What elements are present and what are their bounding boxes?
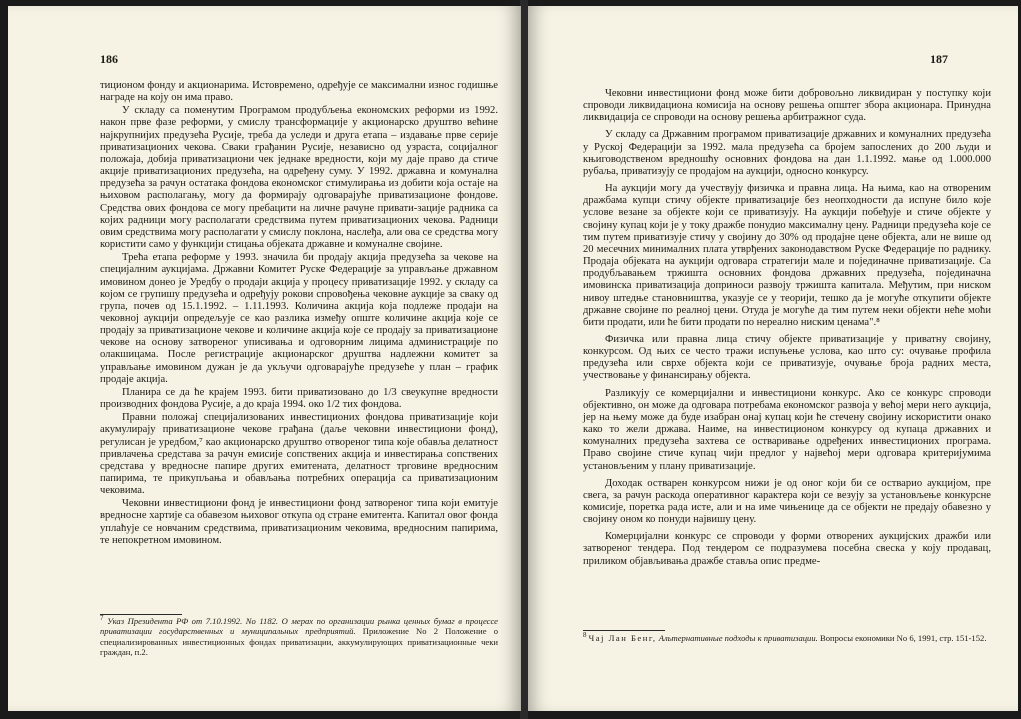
- paragraph: У складу са поменутим Програмом продубљења економских реформи из 1992. након прве фазе реформи, у смислу трансформације у акционарско друштво већине најкрупнијих предузећа Русије, треба да уследи и друга етапа – издавање прве серије приватизационих чекова. Сваки грађанин Русије, независно од узраста, социјалног положаја, добија приватизациони чек једнаке вредности, који му даје право да стиче акције приватизационих предузећа, на одређену суму. У 1992. државна и комунална предузећа за рачун остатака фондова економског стимулирања из добити која остаје на њиховом располагању, могу да формирају одговарајуће приватизационе фондове. Средства ових фондова се могу пребацити на личне рачуне привати-зацијe радника са којих радници могу располагати средствима путем приватизационих чекова. Радници овим средствима могу располагати у смислу поклона, наслеђа, али ова се средства могу користити само у функцији стицања објеката државне и комуналне својине.: [100, 105, 498, 251]
- footnote: [583, 633, 991, 643]
- footnote-rule: [100, 614, 182, 615]
- paragraph: Разликују се комерцијални и инвестициони конкурс. Ако се конкурс спроводи објективно, он може да одговара потребама економског развоја у већој мери него аукција, јер на њему може да буде изабран онај купац који ће стечену својину искористити онако како то жели држава. Наиме, на инвестиционом конкурсу од купаца државних и комуналних предузећа захтева се остваривање одређених инвестиционих програма. Право својине стиче купац чији предлог у највећој мери одговара критеријумима установљеним у плану приватизације.: [583, 387, 991, 472]
- left-page: [8, 6, 521, 711]
- footnote-rule: [583, 630, 665, 631]
- paragraph: Правни положај специјализованих инвестиционих фондова приватизације који акумулирају приватизационе чекове грађана (даље чековни инвестициони фонд), регулисан је уредбом,⁷ као акционарско друштво отвореног типа које обавља делатност привлачења средстава за рачун емисије сопствених акција и инвестирања сопствених средстава у вредносне папире других емитената, делатност трговине вредносним папирима, те прикупљања и обављања потребних операција са приватизационим чековима.: [100, 412, 498, 497]
- footnote-author: Чај Лан Бенг,: [588, 633, 657, 643]
- paragraph: Комерцијални конкурс се спроводи у форми отворених аукцијских дражби или затвореног тендера. Под тендером се подразумева посебна свеска у коју продавац, приликом објављивања дражбе ставља опис предме-: [583, 531, 991, 567]
- body-text: [100, 80, 498, 548]
- paragraph: Доходак остварен конкурсом нижи је од оног који би се остварио аукцијом, пре свега, за рачун раскода оперативног карактера који се везују за установљење конкурсне комисије, поретка рада исте, али и на име чињенице да се објекти не предају обавезно у својину оном ко понуди највишу цену.: [583, 477, 991, 526]
- footnote-marker: 7: [100, 614, 104, 623]
- footnote-marker: 8: [583, 631, 587, 640]
- paragraph: У складу са Државним програмом приватизације државних и комуналних предузећа у Руској Федерацији за 1992. мала предузећа са бројем запослених до 200 људи и књиговодственом вредношћу основних фондова на дан 1.1.1992. мање од 1.000.000 рубаља, приватизују се продајом на аукцији, односно конкурсу.: [583, 129, 991, 177]
- footnote-text: Приложение No 2 Положение о специализированных инвестиционных фондах приватизации, аккумулирующих приватизационные чеки граждан, п.2.: [100, 626, 498, 658]
- right-page: [528, 6, 1018, 711]
- footnote: [100, 616, 498, 658]
- paragraph: Планира се да ће крајем 1993. бити приватизовано до 1/3 свеукупне вредности производних фондова Русије, а до краја 1994. око 1/2 тих фондова.: [100, 386, 498, 411]
- paragraph: Чековни инвестициони фонд може бити добровољно ликвидиран у поступку који спроводи ликвидациона комисија на основу решења општег збора акционара. Принудна ликвидација се спроводи на основу решења арбитражног суда.: [583, 88, 991, 124]
- footnote-source: Альтернативные подходы к приватизации.: [658, 633, 818, 643]
- body-text: [583, 88, 991, 569]
- paragraph: Физичка или правна лица стичу објекте приватизације у приватну својину, конкурсом. Од њих се често тражи испуњење услова, као што су: очување профила предузећа или сврхе објекта који се приватизује, очување броја радних места, учествовање у финансирању објекта.: [583, 333, 991, 382]
- paragraph: Чековни инвестициони фонд је инвестициони фонд затвореног типа који емитује вредносне хартије са обавезом њиховог откупа од стране емитента. Капитал овог фонда уплаћује се новчаним средствима, приватизационим чековима, вредносним папирима, те непокретном имовином.: [100, 498, 498, 546]
- paragraph: тиционом фонду и акционарима. Истовремено, одређује се максимални износ годишње награде на коју он има право.: [100, 80, 498, 104]
- page-number: 187: [930, 52, 948, 66]
- page-number: 186: [100, 52, 118, 66]
- footnote-source: Указ Президента РФ от 7.10.1992. No 1182. О мерах по организации рынка ценных бумаг в процессе приватизации государственных и муниципальных предприятий.: [100, 616, 498, 637]
- paragraph: Трећа етапа реформе у 1993. значила би продају акција предузећа за чекове на специјалним аукцијама. Државни Комитет Руске Федерације за управљање државном имовином донео је Уредбу о продаји акција у процесу приватизације 1992. у складу са којом се групишу предузећа и одређују рокови спровођења чековне аукције за сваку од група, почев од 15.1.1992. – 1.11.1993. Количина акција која подлеже продаји на чековној аукцији опредељује се као разлика између опште количине акција које се продају за приватизационе чекове и количине акција које се продају за приватизационе чекове на основу затвореног уписивања и одговорним лицима администрације по олакшицама. После регистрације акционарског друштва надлежни комитет за управљање имовином дужан је да укључи одговарајуће предузеће у план – график продаје акција.: [100, 252, 498, 385]
- book-gutter: [520, 0, 528, 719]
- footnote-text: Вопросы економики No 6, 1991, стр. 151-152.: [819, 633, 987, 643]
- paragraph: На аукцији могу да учествују физичка и правна лица. На њима, као на отвореним дражбама купци стичу објекте приватизације без неопходности да испуне било које услове везане за објекте који се приватизују. На аукцији побеђује и стиче објекте у својину купац који је у току дражбе понудио максималну цену. Радници предузећа које се тим путем приватизује стичу у својину до 30% од продајне цене објекта, али не више од 20 месечних минималних плата утврђених законодавством Руске Федерације по раднику. Продаја објеката на аукцији одговара стратегији мале и појединачне приватизације. Са продубљавањем тржишта основних фондова државних предузећа, појединачна имовинска приватизација доприноси развоју тржишта капитала. Међутим, при ниском нивоу штедње становништва, указује се у теорији, тешко да је могуће откупити објекте државне својине по реалној цени. Отуда је могуће да тим путем неки објекти неће моћи бити продати, или ће бити продати по нереално ниским ценама".⁸: [583, 183, 991, 328]
